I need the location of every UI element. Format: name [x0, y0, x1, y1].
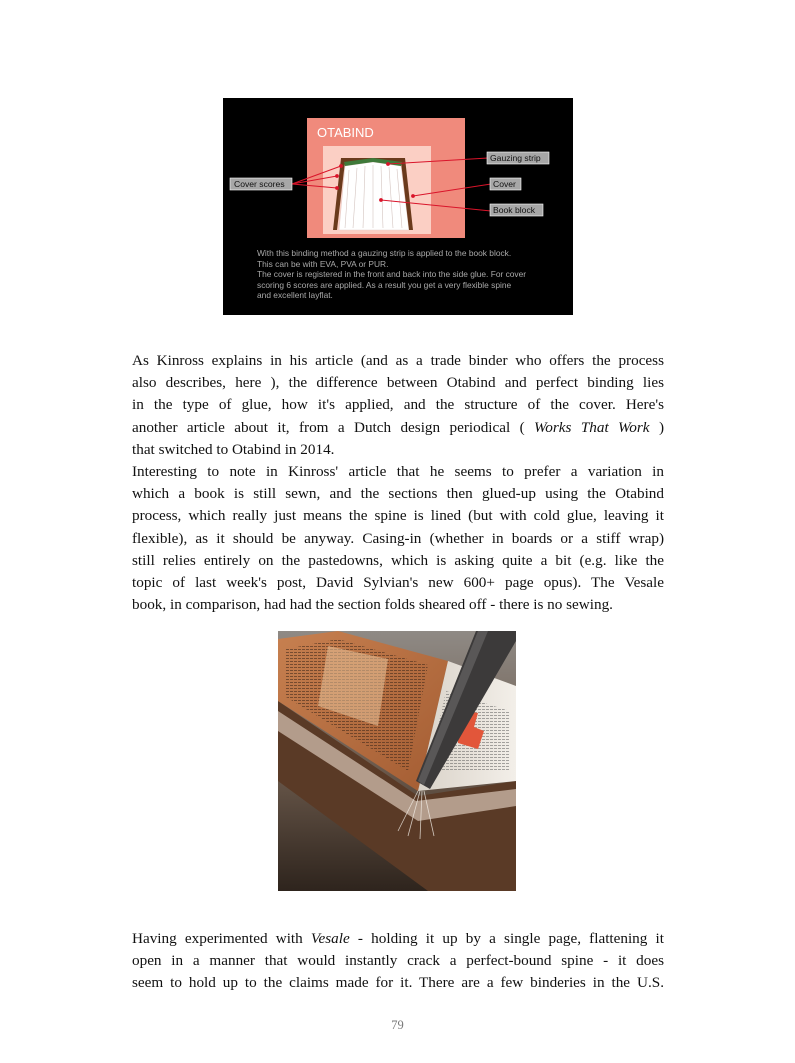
text-span: in the type of glue, how it's applied, and the structure of the cover. Here's	[132, 396, 664, 414]
otabind-diagram	[223, 98, 573, 315]
text-line	[132, 350, 664, 372]
paragraph-kinross-explains	[132, 350, 664, 461]
text-span: )	[649, 418, 664, 436]
diagram-description-line: This can be with EVA, PVA or PUR.	[257, 258, 389, 269]
cover-scores-label: Cover scores	[234, 179, 285, 189]
text-line: flexible), as it should be anyway. Casing-in (whether in boards or a stiff wrap)	[132, 529, 664, 547]
page-number: 79	[391, 1018, 404, 1032]
text-line: process, which really just means the spine is lined (but with cold glue, leaving it	[132, 507, 664, 525]
text-line	[132, 950, 664, 972]
text-line: topic of last week's post, David Sylvian's new 600+ page opus). The Vesale	[132, 574, 664, 592]
text-line	[132, 972, 664, 994]
vesale-book-photo	[278, 631, 516, 891]
text-line: which a book is still sewn, and the sections then glued-up using the Otabind	[132, 485, 664, 503]
diagram-brand: OTABIND	[317, 125, 374, 140]
text-span: seem to hold up to the claims made for it. There are a few binderies in the U.S.	[132, 974, 664, 992]
gauzing-strip-label: Gauzing strip	[490, 153, 541, 163]
works-that-work-title: Works That Work	[534, 418, 650, 436]
text-line	[132, 417, 664, 439]
text-span: - holding it up by a single page, flattening it	[349, 930, 665, 947]
text-span: Having experimented with	[132, 930, 311, 947]
text-span: another article about it, from a Dutch design periodical (	[132, 418, 535, 436]
text-line	[132, 928, 664, 950]
text-line: Interesting to note in Kinross' article that he seems to prefer a variation in	[132, 463, 664, 480]
diagram-description-line: With this binding method a gauzing strip is applied to the book block.	[257, 248, 512, 258]
book-block-label: Book block	[493, 205, 536, 215]
cover-label: Cover	[493, 179, 516, 189]
vesale-title: Vesale	[310, 930, 350, 947]
paragraph-having-experimented	[132, 928, 664, 995]
text-line	[132, 439, 664, 461]
text-span: that switched to Otabind in 2014.	[132, 440, 335, 458]
text-line	[132, 372, 664, 394]
diagram-description-line: and excellent layflat.	[257, 290, 333, 301]
vesale-book-illustration	[278, 631, 516, 891]
text-span: open in a manner that would instantly crack a perfect-bound spine - it does	[132, 952, 664, 970]
text-span: As Kinross explains in his article (and as a trade binder who offers the process	[132, 352, 664, 369]
paragraph-interesting-to-note	[132, 461, 664, 616]
diagram-description	[257, 248, 567, 301]
book-block-shape	[339, 162, 409, 230]
text-line	[132, 394, 664, 416]
diagram-description-line: scoring 6 scores are applied. As a result you get a very flexible spine	[257, 279, 512, 290]
text-line: still relies entirely on the pastedowns, which is asking quite a bit (e.g. like the	[132, 551, 664, 569]
text-line: book, in comparison, had had the section folds sheared off - there is no sewing.	[132, 596, 613, 614]
text-span: also describes, here ), the difference between Otabind and perfect binding lies	[132, 374, 664, 392]
diagram-description-line: The cover is registered in the front and back into the side glue. For cover	[257, 269, 527, 280]
